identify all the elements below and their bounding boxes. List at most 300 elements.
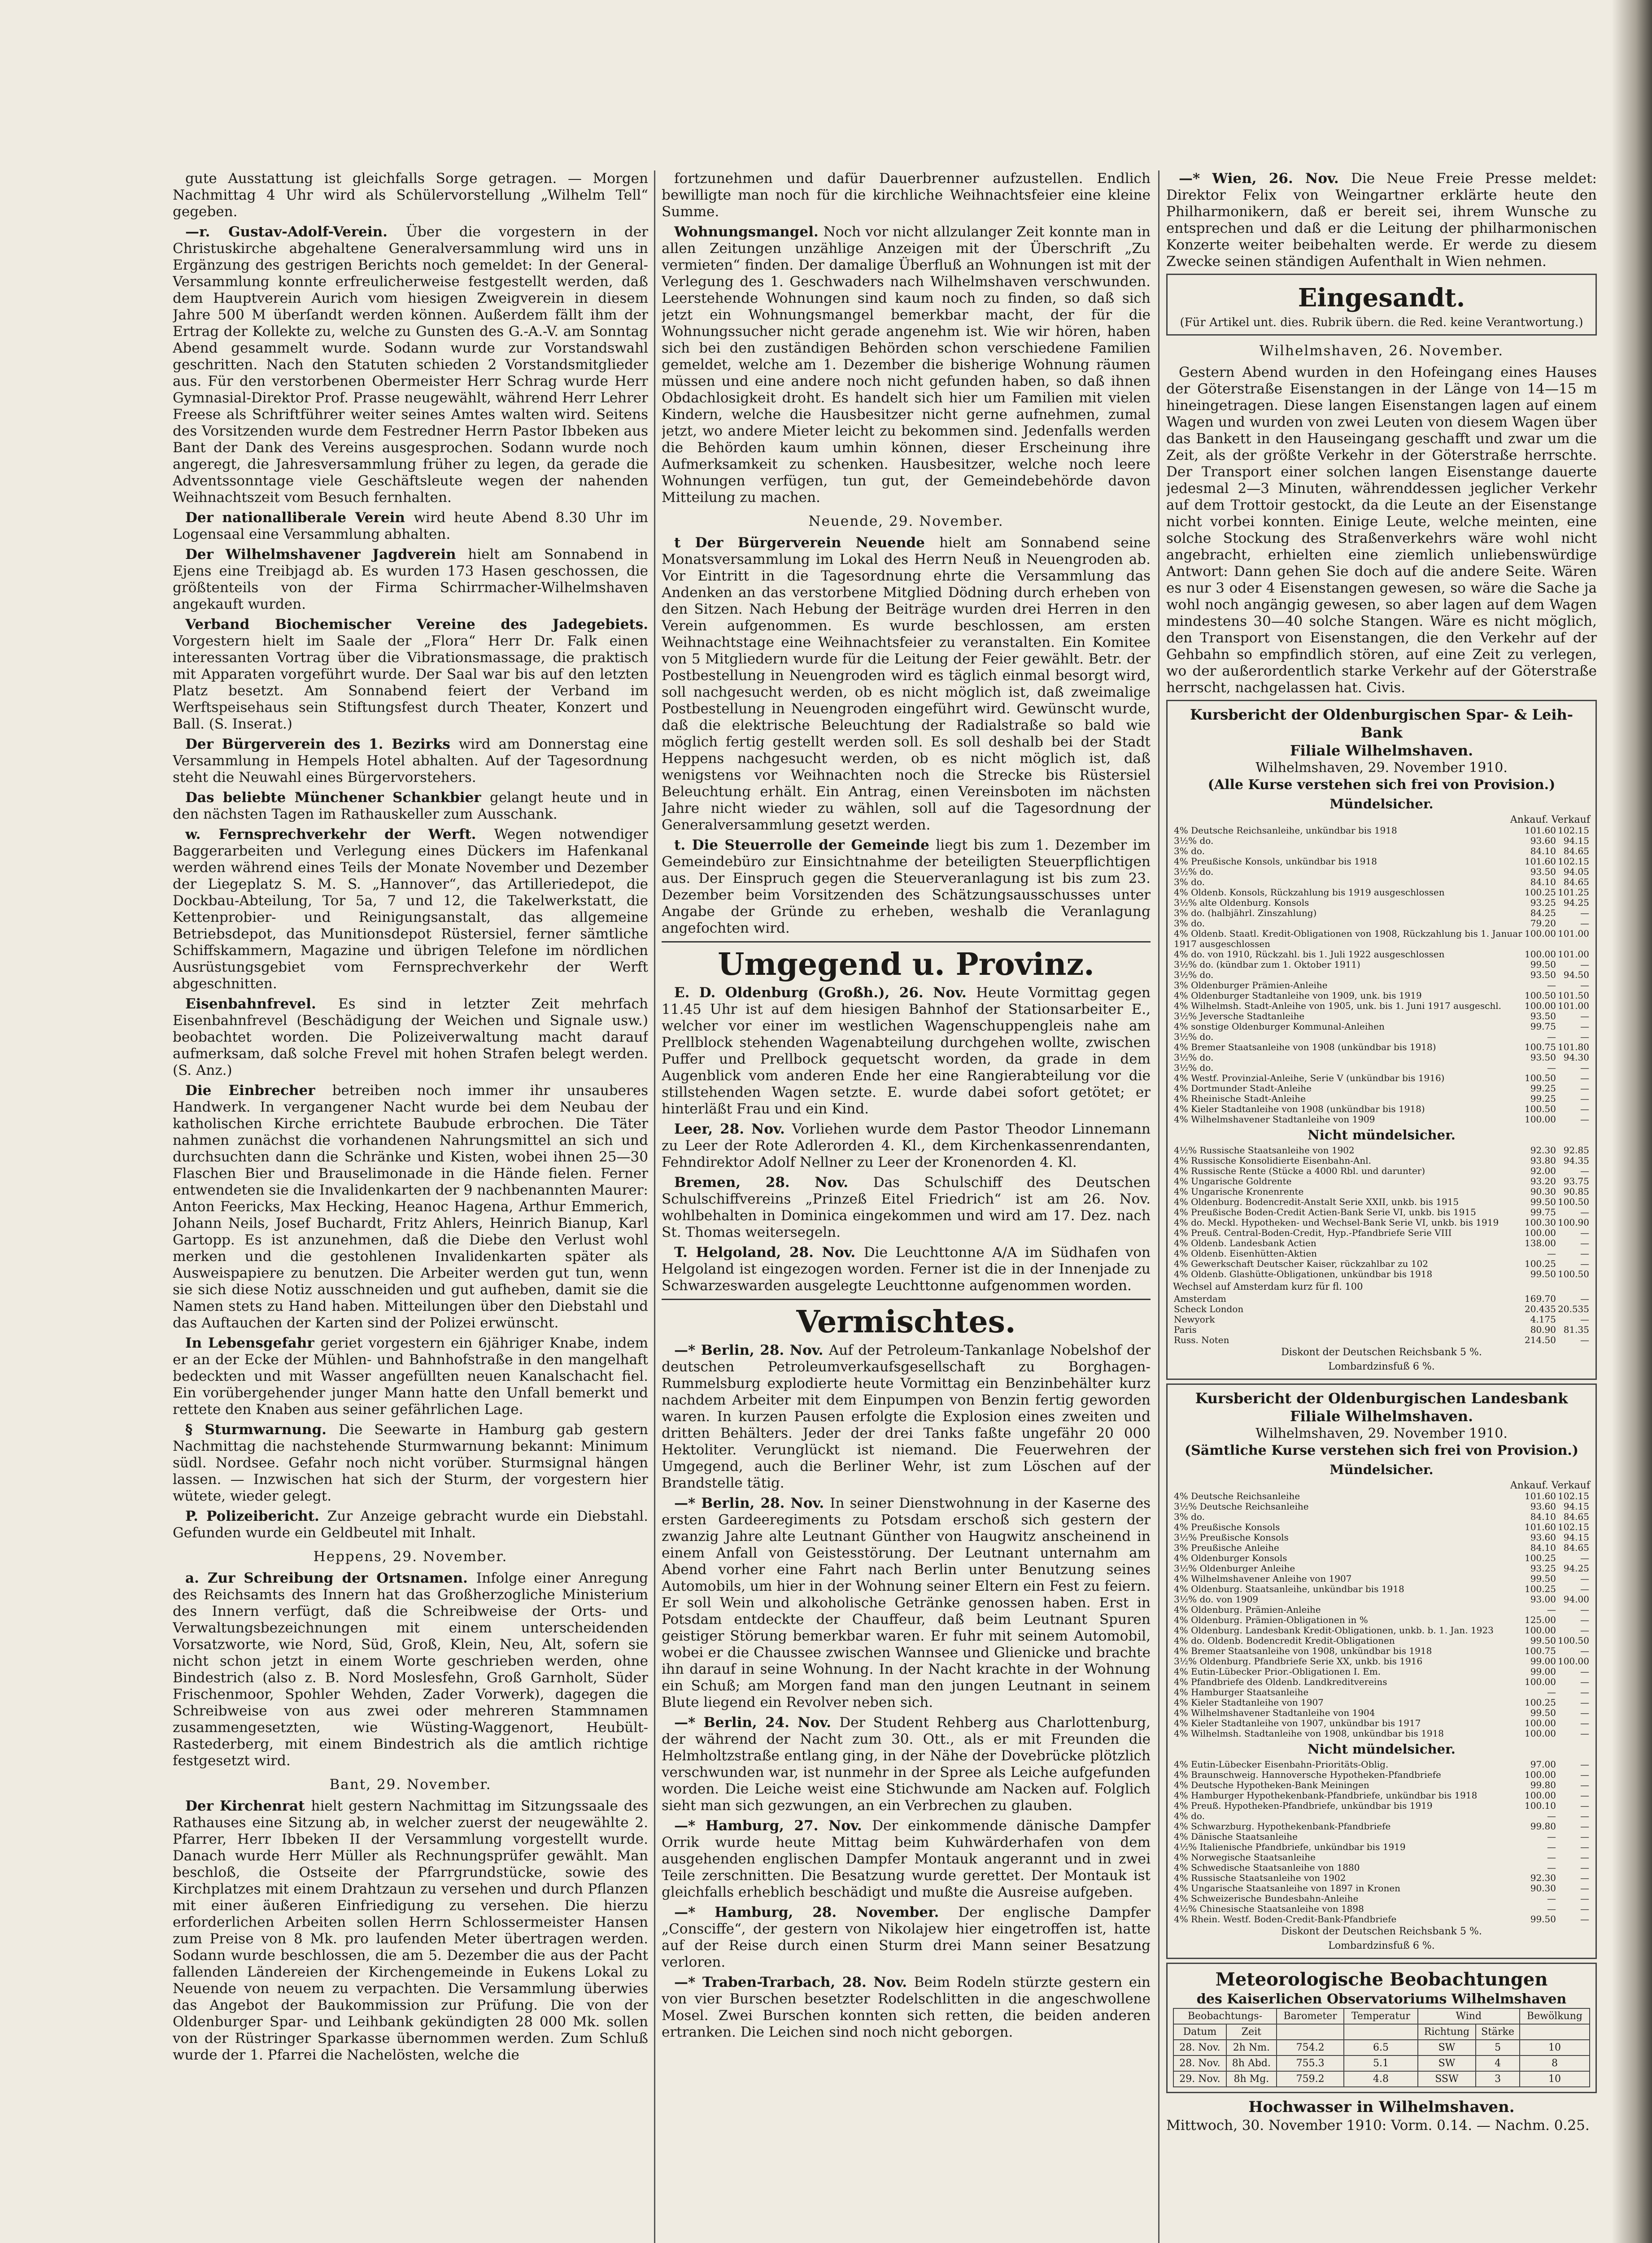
kurs-value: —: [1580, 1852, 1589, 1863]
kurs-name: 4% Oldenb. Eisenhütten-Aktien: [1174, 1248, 1317, 1259]
kurs-row: [1173, 1584, 1590, 1594]
article-paragraph: [173, 736, 648, 786]
kurs-value: —: [1580, 959, 1589, 970]
kurs-value: 99.50: [1530, 1196, 1556, 1207]
col2-articles: [662, 170, 1151, 506]
kurs-row: [1173, 1780, 1590, 1790]
kurs-value: —: [1580, 1666, 1589, 1677]
kurs-name: 4% Oldenburg. Prämien-Obligationen in %: [1174, 1615, 1368, 1625]
kurs-value: 138.00: [1525, 1238, 1556, 1248]
kurs-value: 94.25: [1563, 1563, 1589, 1574]
article-lead: a. Zur Schreibung der Ortsnamen.: [185, 1570, 476, 1586]
meteo-cell: SW: [1418, 2055, 1476, 2071]
kurs-name: Amsterdam: [1174, 1293, 1226, 1304]
kurs-name: 3½% do.: [1174, 1062, 1214, 1073]
kurs-value: 84.65: [1563, 877, 1589, 887]
kurs-name: 4% Rheinische Stadt-Anleihe: [1174, 1093, 1306, 1104]
kurs-value: 100.25: [1525, 1258, 1556, 1269]
kurs-row: [1173, 1914, 1590, 1924]
kurs-value: 97.00: [1530, 1759, 1556, 1770]
article-lead: E. D. Oldenburg (Großh.), 26. Nov.: [674, 985, 976, 1001]
article-text: Die Neue Freie Presse meldet: Direktor Felix von Weingartner erklärte heute den Philharmonikern, daß er bereit sei, ihrem Wunsche zu entsprechen und daß er die Leitung der philharmonischen Konzerte weiter beibehalten werde. Er werde zu diesem Zwecke seinen ständigen Aufenthalt in Wien nehmen.: [1166, 170, 1597, 270]
article-lead: —* Berlin, 28. Nov.: [674, 1342, 829, 1358]
article-text: geriet vorgestern ein 6jähriger Knabe, indem er an der Ecke der Mühlen- und Bahnhofstraße in den mangelhaft bedeckten und mit Wasser angefüllten neuen Kanalschacht fiel. Ein vorübergehender junger Mann hatte den Unfall bemerkt und rettete den Knaben aus seiner gefährlichen Lage.: [173, 1335, 648, 1418]
col3-articles: [1166, 170, 1597, 270]
article-lead: Der Kirchenrat: [185, 1798, 311, 1814]
kurs-name: 3% Preußische Anleihe: [1174, 1542, 1279, 1553]
section-heading-vermischtes: Vermischtes.: [796, 1304, 1016, 1340]
kurs-value: —: [1580, 1821, 1589, 1832]
kurs-name: 4% Schweizerische Bundesbahn-Anleihe: [1174, 1893, 1359, 1904]
kurs-row: [1173, 1677, 1590, 1687]
bank1-footer2: Lombardzinsfuß 6 %.: [1328, 1361, 1435, 1372]
kurs-row: [1173, 929, 1590, 949]
meteo-cell: 28. Nov.: [1173, 2055, 1226, 2071]
bank1-table-mundel: [1173, 825, 1590, 1125]
kurs-row: [1173, 970, 1590, 980]
kurs-value: 99.75: [1530, 1021, 1556, 1032]
kurs-row: [1173, 898, 1590, 908]
bank2-note: (Sämtliche Kurse verstehen sich frei von Provision.): [1184, 1443, 1579, 1458]
article-text: Zur Anzeige gebracht wurde ein Diebstahl. Gefunden wurde ein Geldbeutel mit Inhalt.: [173, 1508, 648, 1541]
kurs-value: —: [1547, 980, 1556, 991]
meteo-row: [1173, 2071, 1590, 2087]
kurs-value: 94.05: [1563, 866, 1589, 877]
bank1-subtitle: Filiale Wilhelmshaven.: [1290, 742, 1473, 759]
kurs-value: —: [1580, 1031, 1589, 1042]
kurs-row: [1173, 1708, 1590, 1718]
kurs-value: 93.80: [1530, 1155, 1556, 1166]
kurs-row: [1173, 1501, 1590, 1512]
kurs-name: Newyork: [1174, 1314, 1215, 1325]
kurs-value: —: [1580, 1780, 1589, 1790]
kurs-value: 93.60: [1530, 1532, 1556, 1543]
meteo-title: Meteorologische Beobachtungen: [1215, 1969, 1548, 1990]
kurs-row: [1173, 1667, 1590, 1677]
kurs-value: 81.35: [1563, 1324, 1589, 1335]
article-lead: Die Einbrecher: [185, 1082, 332, 1099]
kurs-name: 4% do.: [1174, 1811, 1205, 1821]
kurs-row: [1173, 1698, 1590, 1708]
kurs-name: 4% Eutin-Lübecker Prior.-Obligationen I. Em.: [1174, 1666, 1381, 1677]
kurs-name: 4% Rhein. Westf. Boden-Credit-Bank-Pfandbriefe: [1174, 1914, 1397, 1924]
kurs-value: —: [1580, 1207, 1589, 1218]
kurs-value: 94.15: [1563, 1501, 1589, 1512]
article-lead: In Lebensgefahr: [185, 1335, 321, 1351]
kurs-value: —: [1580, 1083, 1589, 1094]
kurs-value: 101.00: [1558, 949, 1589, 960]
meteo-cell: 5.1: [1344, 2055, 1417, 2071]
kurs-name: 4% Ungarische Kronenrente: [1174, 1186, 1304, 1197]
article-lead: Der nationalliberale Verein: [185, 510, 414, 526]
kurs-value: —: [1580, 1883, 1589, 1894]
divider: [662, 941, 1151, 943]
article-paragraph: [662, 1495, 1151, 1711]
kurs-name: 4% Oldenburg. Bodencredit-Anstalt Serie XXII, unkb. bis 1915: [1174, 1196, 1459, 1207]
kurs-row: [1173, 1615, 1590, 1625]
kurs-value: 90.85: [1563, 1186, 1589, 1197]
col1-articles-heppens: [173, 1570, 648, 1769]
col2-articles-umgegend: [662, 985, 1151, 1294]
kurs-name: 3½% do.: [1174, 969, 1214, 980]
kurs-name: 4% Dänische Staatsanleihe: [1174, 1831, 1298, 1842]
kurs-value: —: [1547, 1031, 1556, 1042]
kurs-value: 92.00: [1530, 1165, 1556, 1176]
kurs-value: 84.65: [1563, 1511, 1589, 1522]
kurs-value: 102.15: [1558, 1522, 1589, 1532]
kurs-row: [1173, 1512, 1590, 1522]
kurs-value: 100.00: [1525, 949, 1556, 960]
kurs-row: [1173, 960, 1590, 970]
article-text: Es sind in letzter Zeit mehrfach Eisenbahnfrevel (Beschädigung der Weichen und Signale usw.) beobachtet worden. Die Polizeiverwaltung macht darauf aufmerksam, daß solche Frevel mit hohen Strafen belegt werden. (S. Anz.): [173, 996, 648, 1078]
kurs-value: 101.60: [1525, 825, 1556, 836]
kurs-name: 4% Hamburger Staatsanleihe: [1174, 1687, 1309, 1698]
kurs-value: —: [1547, 1687, 1556, 1698]
meteo-cell: SW: [1418, 2040, 1476, 2055]
kurs-value: 93.60: [1530, 835, 1556, 846]
kurs-value: 99.50: [1530, 1635, 1556, 1646]
kurs-name: 4½% Chinesische Staatsanleihe von 1898: [1174, 1903, 1364, 1914]
kurs-value: 101.25: [1558, 887, 1589, 898]
kurs-value: 100.00: [1525, 1000, 1556, 1011]
kurs-value: —: [1580, 1903, 1589, 1914]
meteo-subhead-cell: Zeit: [1226, 2024, 1277, 2040]
kurs-value: 100.50: [1558, 1635, 1589, 1646]
col3-articles-eingesandt: [1166, 364, 1597, 696]
article-lead: Der Wilhelmshavener Jagdverein: [185, 546, 468, 563]
kurs-value: 93.50: [1530, 1052, 1556, 1063]
meteo-row: [1173, 2055, 1590, 2071]
article-paragraph: [662, 1904, 1151, 1971]
bank1-footer: Diskont der Deutschen Reichsbank 5 %.: [1281, 1347, 1482, 1358]
article-text: Beim Rodeln stürzte gestern ein von vier Burschen besetzter Rodelschlitten in die angeschwollene Mosel. Zwei Burschen konnten sich retten, die beiden anderen ertranken. Die Leichen sind noch nicht geborgen.: [662, 1974, 1151, 2040]
kurs-value: 100.50: [1558, 1269, 1589, 1279]
kurs-row: [1173, 1228, 1590, 1238]
kurs-value: 100.50: [1558, 1196, 1589, 1207]
kurs-value: 99.80: [1530, 1780, 1556, 1790]
kurs-row: [1173, 867, 1590, 877]
bank1-wechsel-label: Wechsel auf Amsterdam kurz für fl. 100: [1173, 1281, 1363, 1292]
article-lead: t Der Bürgerverein Neuende: [674, 535, 940, 551]
kurs-value: 99.50: [1530, 1573, 1556, 1584]
article-text: Vorliehen wurde dem Pastor Theodor Linnemann zu Leer der Rote Adlerorden 4. Kl., dem Kirchenkassenrendanten, Fehndirektor Adolf Nellner zu Leer der Kronenorden 4. Kl.: [662, 1121, 1151, 1170]
kurs-value: —: [1580, 1238, 1589, 1248]
kurs-name: Paris: [1174, 1324, 1197, 1335]
kurs-value: 100.25: [1525, 1584, 1556, 1594]
kurs-row: [1173, 1269, 1590, 1279]
kurs-value: 100.00: [1525, 1728, 1556, 1739]
kurs-name: 4% Norwegische Staatsanleihe: [1174, 1852, 1316, 1863]
meteo-cell: 5: [1476, 2040, 1520, 2055]
kurs-name: 4% Ungarische Goldrente: [1174, 1176, 1292, 1187]
column-right: [1166, 170, 1597, 2243]
kurs-value: —: [1580, 1011, 1589, 1021]
kurs-value: 100.00: [1525, 1227, 1556, 1238]
article-paragraph: [173, 826, 648, 992]
kurs-value: 214.50: [1525, 1335, 1556, 1345]
kurs-name: 4% Pfandbriefe des Oldenb. Landkreditvereins: [1174, 1676, 1387, 1687]
kurs-value: 93.25: [1530, 1563, 1556, 1574]
kurs-row: [1173, 1104, 1590, 1114]
section-heading-umgegend: Umgegend u. Provinz.: [718, 947, 1094, 982]
kurs-name: 4% Dortmunder Stadt-Anleihe: [1174, 1083, 1312, 1094]
article-text: hielt gestern Nachmittag im Sitzungssaale des Rathauses eine Sitzung ab, in welcher zuerst der neugewählte 2. Pfarrer, Herr Ibbeken II der Versammlung vorgestellt wurde. Danach wurde Herr Müller als Rechnungsprüfer gewählt. Man beschloß, die Ostseite der Pfarrgrundstücke, sowie des Kirchplatzes mit einem Drahtzaun zu versehen und durch Pflanzen mit einer äußeren Einfriedigung zu versehen. Die hierzu erforderlichen Arbeiten sollen Herrn Schlossermeister Hansen zum Preise von 8 Mk. pro laufenden Meter übertragen werden. Sodann wurde beschlossen, die am 5. Dezember die aus der Pacht fallenden Ländereien der Kirchengemeinde in Eukens Lokal zu Neuende von neuem zu verpachten. Die Versammlung überwies das Angebot der Baukommission zur Prüfung. Die von der Oldenburger Spar- und Leihbank gekündigten 28 000 Mk. sollen von der Rüstringer Sparkasse übernommen werden. Zum Schluß wurde der 1. Pfarrei die Nachelösten, welche die: [173, 1798, 648, 2063]
article-paragraph: [662, 1121, 1151, 1171]
kurs-row: [1173, 1842, 1590, 1852]
bank1-note: (Alle Kurse verstehen sich frei von Provision.): [1207, 777, 1556, 793]
kurs-name: 4% Deutsche Hypotheken-Bank Meiningen: [1174, 1780, 1369, 1790]
kurs-row: [1173, 856, 1590, 867]
article-paragraph: [662, 224, 1151, 506]
article-text: Infolge einer Anregung des Reichsamts des Innern hat das Großherzogliche Ministerium des Innern verfügt, daß die Schreibweise der Orts- und Verwaltungsbezeichnungen mit einem unterscheidenden Vorsatzworte, wie Nord, Süd, Groß, Klein, Neu, Alt, sofern sie nicht schon jetzt in einem Worte geschrieben werden, ohne Bindestrich (also z. B. Nord Moslesfehn, Groß Garnholt, Süder Frischenmoor, Spohler Wehden, Zader Vorwerk), dagegen die Schreibweise von aus zwei oder mehreren Stammnamen zusammengesetzten, wie Wüsting-Waggenort, Heubült-Rastederberg, mit einem Bindestrich als die amtlich richtige festgesetzt wird.: [173, 1570, 648, 1769]
meteo-cell: 10: [1520, 2040, 1590, 2055]
kurs-value: —: [1580, 1872, 1589, 1883]
kurs-row: [1173, 1187, 1590, 1197]
section-heading-eingesandt: Eingesandt.: [1298, 283, 1465, 313]
kurs-name: 3½% do.: [1174, 1031, 1214, 1042]
kurs-name: 4% Oldenburger Konsols: [1174, 1553, 1287, 1563]
kurs-value: —: [1580, 1707, 1589, 1718]
article-paragraph: [662, 985, 1151, 1117]
kurs-row: [1173, 1553, 1590, 1563]
kurs-name: 4% Hamburger Hypothekenbank-Pfandbriefe, unkündbar bis 1918: [1174, 1790, 1478, 1801]
divider: [662, 1299, 1151, 1300]
kurs-name: 4% Russische Konsolidierte Eisenbahn-Anl.: [1174, 1155, 1372, 1166]
kurs-row: [1173, 1325, 1590, 1335]
kurs-name: 4% Wilhelmshavener Stadtanleihe von 1904: [1174, 1707, 1375, 1718]
column-rule-1: [654, 170, 655, 2243]
kurs-value: 93.50: [1530, 866, 1556, 877]
article-paragraph: [662, 1715, 1151, 1814]
article-paragraph: [662, 1974, 1151, 2041]
kurs-value: —: [1580, 1676, 1589, 1687]
meteo-cell: 4: [1476, 2055, 1520, 2071]
kurs-row: [1173, 1563, 1590, 1574]
article-text: Der Student Rehberg aus Charlottenburg, der während der Nacht zum 30. Ott., als er mit Freunden die Helmholtzstraße entlang ging, in der Nähe der Dovebrücke plötzlich verschwunden war, ist nunmehr in der Spree als Leiche aufgefunden worden. Die Leiche weist eine Stichwunde am Nacken auf. Folglich sieht man sich gezwungen, an ein Verbrechen zu glauben.: [662, 1715, 1151, 1814]
bank2-nicht: Nicht mündelsicher.: [1308, 1741, 1456, 1757]
kurs-row: [1173, 1052, 1590, 1063]
dateline-bant: Bant, 29. November.: [329, 1776, 492, 1793]
article-text: wird heute Abend 8.30 Uhr im Logensaal eine Versammlung abhalten.: [173, 510, 648, 542]
kurs-name: 4% Preuß. Central-Boden-Credit, Hyp.-Pfandbriefe Serie VIII: [1174, 1227, 1452, 1238]
kurs-value: —: [1580, 1062, 1589, 1073]
kurs-row: [1173, 918, 1590, 929]
article-text: Die Leuchttonne A/A im Südhafen von Helgoland ist eingezogen worden. Ferner ist die in der Innenjade zu Schwarzeswarden ausgelegte Leuchttonne aufgenommen worden.: [662, 1244, 1151, 1294]
article-paragraph: [173, 1508, 648, 1541]
meteo-head-cell: Beobachtungs-: [1173, 2008, 1277, 2024]
kurs-name: 4% Preußische Boden-Credit Actien-Bank Serie VI, unkb. bis 1915: [1174, 1207, 1476, 1218]
kurs-value: 93.50: [1530, 1011, 1556, 1021]
article-text: Die Seewarte in Hamburg gab gestern Nachmittag die nachstehende Sturmwarnung bekannt: Minimum südl. Nordsee. Gefahr noch nicht vorüber. Sturmsignal hängen lassen. — Inzwischen hat sich der Sturm, der vorgestern hier wütete, wieder gelegt.: [173, 1422, 648, 1504]
kurs-value: —: [1580, 1769, 1589, 1780]
kursbericht-spar-leihbank: [1166, 700, 1597, 1380]
kurs-name: 4% Schwedische Staatsanleihe von 1880: [1174, 1862, 1360, 1873]
kurs-value: 101.60: [1525, 1522, 1556, 1532]
kurs-value: 100.00: [1525, 1625, 1556, 1636]
kurs-value: —: [1580, 1314, 1589, 1325]
kurs-row: [1173, 1801, 1590, 1811]
article-text: Der einkommende dänische Dampfer Orrik wurde heute Mittag beim Kuhwärderhafen von dem ausgehenden englischen Dampfer Montauk angerannt und in zwei Teile zerschnitten. Die Besatzung wurde gerettet. Der Montauk ist gleichfalls erheblich beschädigt und mußte die Ausreise aufgeben.: [662, 1818, 1151, 1900]
meteo-row: [1173, 2040, 1590, 2055]
article-text: Der englische Dampfer „Consciffe“, der gestern von Nikolajew hier eingetroffen ist, hatte auf der Reise durch einen Sturm drei Mann seiner Besatzung verloren.: [662, 1904, 1151, 1970]
kurs-value: 99.50: [1530, 959, 1556, 970]
meteo-head-cell: Barometer: [1277, 2008, 1344, 2024]
meteo-cell: 28. Nov.: [1173, 2040, 1226, 2055]
kurs-row: [1173, 908, 1590, 918]
kurs-value: —: [1580, 1573, 1589, 1584]
kurs-value: 99.00: [1530, 1666, 1556, 1677]
kurs-value: 93.20: [1530, 1176, 1556, 1187]
kurs-row: [1173, 1176, 1590, 1187]
hochwasser-line: Mittwoch, 30. November 1910: Vorm. 0.14. — Nachm. 0.25.: [1166, 2117, 1590, 2134]
article-lead: Wohnungsmangel.: [674, 224, 824, 240]
kurs-row: [1173, 1811, 1590, 1821]
bank2-table-mundel: [1173, 1491, 1590, 1739]
article-paragraph: [662, 837, 1151, 937]
kurs-row: [1173, 1873, 1590, 1883]
kurs-row: [1173, 1687, 1590, 1698]
kurs-row: [1173, 1314, 1590, 1325]
kurs-name: 3% do. (halbjährl. Zinszahlung): [1174, 908, 1317, 918]
kurs-value: 99.25: [1530, 1093, 1556, 1104]
kurs-name: 4% Westf. Provinzial-Anleihe, Serie V (unkündbar bis 1916): [1174, 1073, 1445, 1083]
eingesandt-note: (Für Artikel unt. dies. Rubrik übern. die Red. keine Verantwortung.): [1180, 316, 1583, 329]
kurs-value: 93.00: [1530, 1594, 1556, 1605]
article-paragraph: [173, 224, 648, 506]
kurs-row: [1173, 1491, 1590, 1501]
kurs-name: 4% Preußische Konsols: [1174, 1522, 1280, 1532]
column-left: [173, 170, 648, 2243]
article-lead: —* Hamburg, 28. November.: [674, 1904, 959, 1920]
kurs-value: 100.90: [1558, 1217, 1589, 1228]
kurs-name: 4% Oldenburger Stadtanleihe von 1909, unk. bis 1919: [1174, 990, 1422, 1001]
article-paragraph: [662, 1244, 1151, 1294]
meteo-subhead-cell: [1277, 2024, 1344, 2040]
kurs-value: 100.00: [1525, 1769, 1556, 1780]
kurs-row: [1173, 1042, 1590, 1052]
kurs-value: 100.50: [1525, 990, 1556, 1001]
meteo-cell: 2h Nm.: [1226, 2040, 1277, 2055]
kurs-name: 3½% Oldenburger Anleihe: [1174, 1563, 1295, 1574]
dateline-heppens: Heppens, 29. November.: [313, 1549, 508, 1565]
kurs-row: [1173, 1304, 1590, 1314]
kurs-value: 79.20: [1530, 918, 1556, 929]
article-paragraph: [662, 1174, 1151, 1241]
kurs-name: 4% Kieler Stadtanleihe von 1908 (unkündbar bis 1918): [1174, 1104, 1425, 1114]
kurs-value: 101.00: [1558, 1000, 1589, 1011]
kurs-row: [1173, 1625, 1590, 1636]
kurs-row: [1173, 1335, 1590, 1345]
col1-articles: [173, 170, 648, 1541]
bank1-col-label: Ankauf. Verkauf: [1510, 814, 1590, 825]
kurs-value: 94.15: [1563, 1532, 1589, 1543]
kurs-row: [1173, 836, 1590, 846]
kurs-value: —: [1580, 1697, 1589, 1708]
kurs-value: 102.15: [1558, 856, 1589, 867]
kurs-value: 84.10: [1530, 846, 1556, 856]
article-text: gelangt heute und in den nächsten Tagen im Rathauskeller zum Ausschank.: [173, 790, 648, 822]
meteo-head-cell: Wind: [1418, 2008, 1520, 2024]
kurs-value: —: [1580, 1584, 1589, 1594]
kurs-value: 93.75: [1563, 1176, 1589, 1187]
article-paragraph: [173, 546, 648, 613]
kurs-value: —: [1547, 1248, 1556, 1259]
kurs-value: 100.10: [1525, 1800, 1556, 1811]
kurs-value: 84.10: [1530, 877, 1556, 887]
article-lead: Eisenbahnfrevel.: [185, 996, 339, 1012]
kurs-row: [1173, 1832, 1590, 1842]
kurs-row: [1173, 887, 1590, 898]
kurs-row: [1173, 877, 1590, 887]
kurs-row: [1173, 1863, 1590, 1873]
article-paragraph: [173, 616, 648, 733]
kurs-row: [1173, 1114, 1590, 1125]
article-text: liegt bis zum 1. Dezember im Gemeindebüro zur Einsichtnahme der beteiligten Steuerpflichtigen aus. Der Einspruch gegen die Steuerveranlagung ist bis zum 23. Dezember beim Vorsitzenden des Schätzungsausschusses unter Angabe der Gründe zu erheben, weshalb die Veranlagung angefochten wird.: [662, 837, 1151, 936]
meteo-subhead-row: [1173, 2024, 1590, 2040]
kurs-row: [1173, 1605, 1590, 1615]
kurs-value: 101.60: [1525, 856, 1556, 867]
kurs-value: 84.65: [1563, 1542, 1589, 1553]
kurs-value: —: [1580, 1604, 1589, 1615]
meteo-subhead-cell: Datum: [1173, 2024, 1226, 2040]
kurs-value: —: [1547, 1862, 1556, 1873]
kurs-name: 4% Gewerkschaft Deutscher Kaiser, rückzahlbar zu 102: [1174, 1258, 1429, 1269]
kurs-value: 20.435: [1525, 1304, 1556, 1314]
kurs-row: [1173, 1094, 1590, 1104]
kurs-name: 4% Wilhelmshavener Anleihe von 1907: [1174, 1573, 1352, 1584]
article-paragraph: [173, 1422, 648, 1505]
article-lead: w. Fernsprechverkehr der Werft.: [185, 826, 494, 842]
kursbericht-landesbank: [1166, 1383, 1597, 1959]
article-text: Heute Vormittag gegen 11.45 Uhr ist auf dem hiesigen Bahnhof der Stationsarbeiter E., welcher vor einer im westlichen Wagenschuppengleis nahe am Prellblock stehenden Wagenabteilung durchgehen wollte, zwischen Puffer und Prellbock gequetscht worden, da grade in dem Augenblick vom anderen Ende her eine Rangierabteilung vor die stillstehenden Wagen setzte. E. wurde dabei sofort getötet; er hinterläßt Frau und ein Kind.: [662, 985, 1151, 1117]
kurs-value: —: [1547, 1842, 1556, 1852]
kurs-row: [1173, 1197, 1590, 1207]
kurs-value: 94.30: [1563, 1052, 1589, 1063]
kurs-row: [1173, 1156, 1590, 1166]
meteo-cell: 759.2: [1277, 2071, 1344, 2087]
meteo-head-cell: Bewölkung: [1520, 2008, 1590, 2024]
article-text: wird am Donnerstag eine Versammlung in Hempels Hotel abhalten. Auf der Tagesordnung steht die Neuwahl eines Bürgervorstehers.: [173, 736, 648, 785]
kurs-value: —: [1580, 1831, 1589, 1842]
kurs-row: [1173, 1821, 1590, 1832]
bank1-nicht: Nicht mündelsicher.: [1308, 1127, 1456, 1143]
kurs-value: 92.30: [1530, 1145, 1556, 1156]
kurs-value: 94.00: [1563, 1594, 1589, 1605]
article-lead: —r. Gustav-Adolf-Verein.: [185, 224, 406, 240]
eingesandt-box: [1166, 274, 1597, 336]
kurs-value: 99.50: [1530, 1707, 1556, 1718]
kurs-value: —: [1580, 1718, 1589, 1728]
kurs-value: 101.00: [1558, 928, 1589, 939]
col2-articles-vermischtes: [662, 1342, 1151, 2041]
kurs-row: [1173, 1207, 1590, 1218]
kurs-value: 100.00: [1525, 1676, 1556, 1687]
kurs-value: —: [1547, 1893, 1556, 1904]
kurs-value: —: [1580, 1165, 1589, 1176]
meteo-head-cell: Temperatur: [1344, 2008, 1417, 2024]
kurs-row: [1173, 1218, 1590, 1228]
kurs-value: —: [1580, 1811, 1589, 1821]
kurs-value: —: [1580, 1728, 1589, 1739]
kurs-row: [1173, 949, 1590, 960]
kurs-name: 4% Wilhelmsh. Stadtanleihe von 1908, unkündbar bis 1918: [1174, 1728, 1444, 1739]
kurs-name: 4% Wilhelmsh. Stadt-Anleihe von 1905, unk. bis 1. Juni 1917 ausgeschl.: [1174, 1000, 1501, 1011]
kurs-value: —: [1547, 1811, 1556, 1821]
col2-articles-neuende: [662, 535, 1151, 937]
kurs-row: [1173, 1145, 1590, 1156]
article-lead: Das beliebte Münchener Schankbier: [185, 790, 490, 806]
kurs-name: 4% Ungarische Staatsanleihe von 1897 in Kronen: [1174, 1883, 1401, 1894]
